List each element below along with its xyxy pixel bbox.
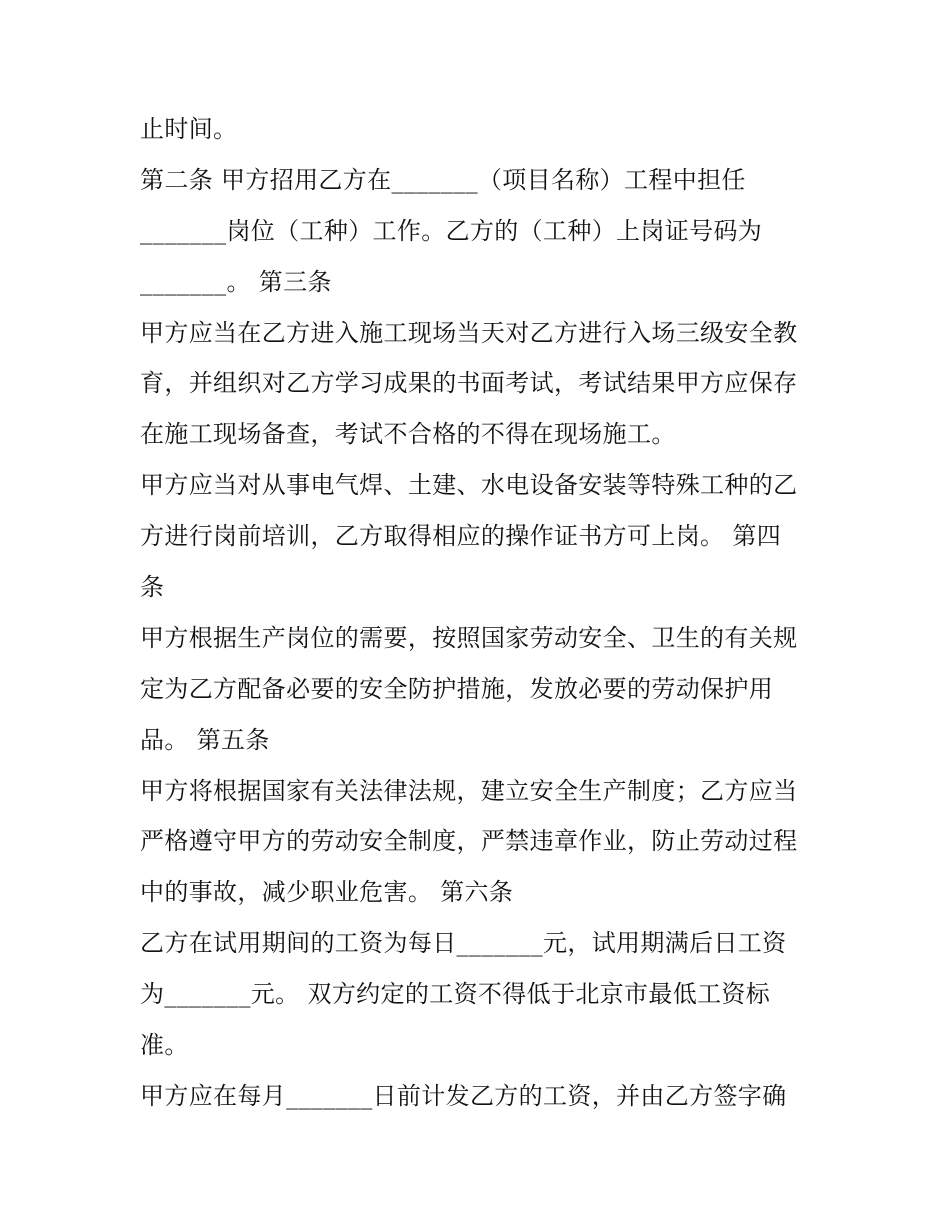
text-line: 育，并组织对乙方学习成果的书面考试，考试结果甲方应保存 (140, 369, 798, 398)
text-line: 为_______元。 双方约定的工资不得低于北京市最低工资标 (140, 980, 771, 1009)
text-line: 条 (140, 573, 165, 602)
text-line: 甲方根据生产岗位的需要，按照国家劳动安全、卫生的有关规 (140, 623, 798, 652)
text-line: 准。 (140, 1031, 189, 1060)
text-line: 甲方将根据国家有关法律法规，建立安全生产制度；乙方应当 (140, 776, 798, 805)
text-line: 甲方应当在乙方进入施工现场当天对乙方进行入场三级安全教 (140, 318, 798, 347)
text-line: 方进行岗前培训，乙方取得相应的操作证书方可上岗。 第四 (140, 522, 782, 551)
text-line: 甲方应当对从事电气焊、土建、水电设备安装等特殊工种的乙 (140, 471, 798, 500)
text-line: 止时间。 (140, 115, 238, 143)
text-line: 定为乙方配备必要的安全防护措施，发放必要的劳动保护用 (140, 674, 774, 703)
text-line: _______岗位（工种）工作。乙方的（工种）上岗证号码为 (140, 216, 763, 245)
text-line: 严格遵守甲方的劳动安全制度，严禁违章作业，防止劳动过程 (140, 827, 798, 856)
text-line: 第二条 甲方招用乙方在_______（项目名称）工程中担任 (140, 165, 746, 194)
text-line: 品。 第五条 (140, 725, 270, 754)
text-line: 乙方在试用期间的工资为每日_______元，试用期满后日工资 (140, 929, 787, 958)
text-line: 甲方应在每月_______日前计发乙方的工资，并由乙方签字确 (140, 1081, 787, 1110)
text-line: 在施工现场备查，考试不合格的不得在现场施工。 (140, 420, 676, 449)
text-line: _______。 第三条 (140, 267, 332, 296)
contract-text (140, 104, 820, 1122)
text-line: 中的事故，减少职业危害。 第六条 (140, 878, 514, 907)
